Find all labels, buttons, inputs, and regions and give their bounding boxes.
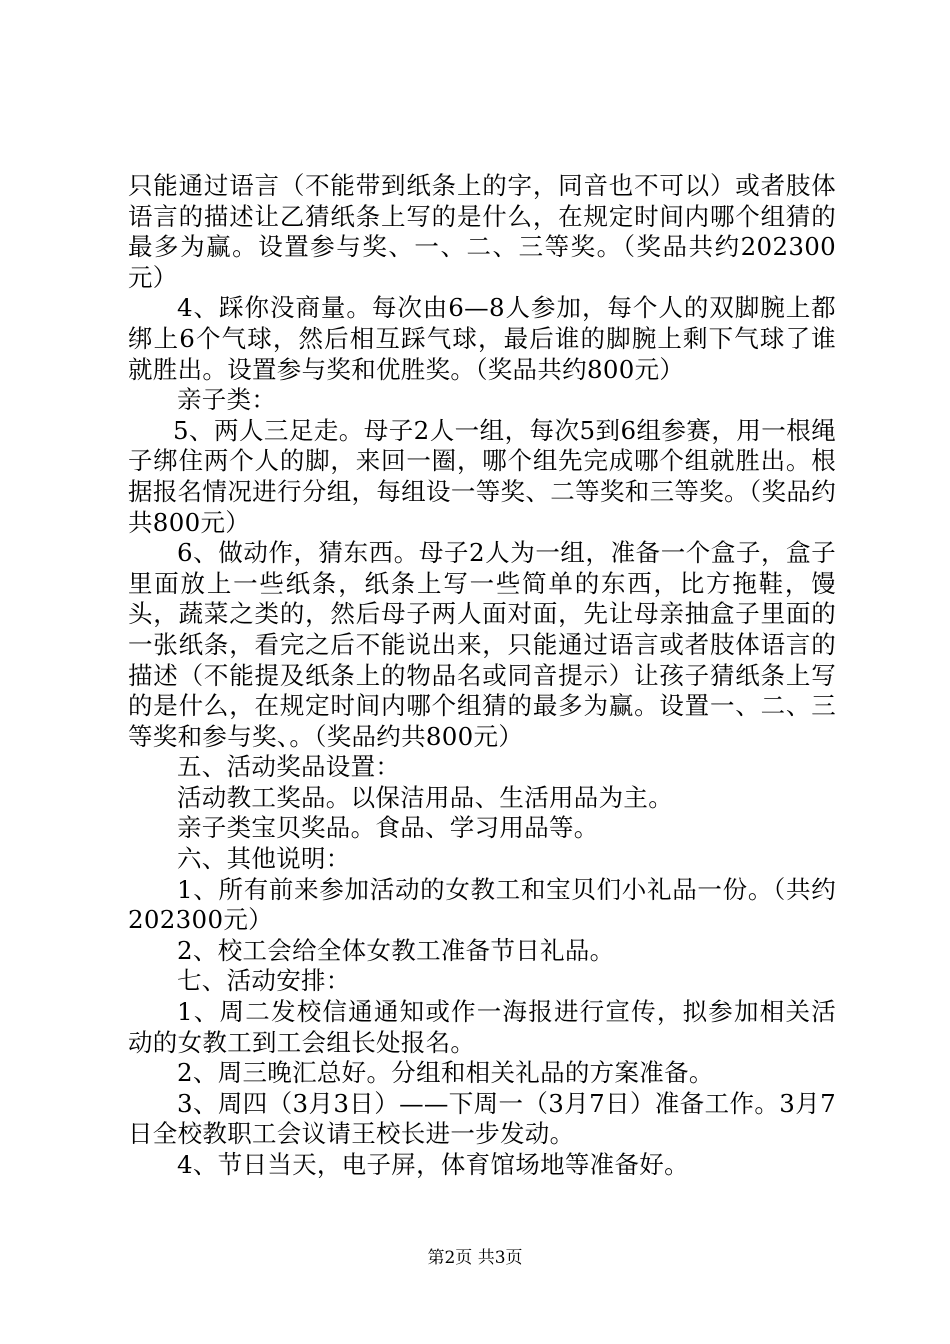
section-heading-notes: 六、其他说明： [177, 844, 351, 874]
section-heading-prizes: 五、活动奖品设置： [177, 752, 401, 782]
paragraph-parent-child-heading: 亲子类： [177, 385, 277, 415]
paragraph-item-4: 4、踩你没商量。每次由6—8人参加，每个人的双脚腕上都绑上6个气球，然后相互踩气球，最后谁的脚腕上剩下气球了谁就胜出。设置参与奖和优胜奖。（奖品共约800元） [128, 293, 837, 384]
page-number-footer: 第2页 共3页 [427, 1248, 523, 1268]
paragraph-schedule-4: 4、节日当天，电子屏，体育馆场地等准备好。 [177, 1150, 689, 1179]
paragraph-note-2: 2、校工会给全体女教工准备节日礼品。 [177, 935, 615, 965]
paragraph-item-5: 5、两人三足走。母子2人一组，每次5到6组参赛，用一根绳子绑住两个人的脚，来回一圈，哪个组先完成哪个组就胜出。根据报名情况进行分组，每组设一等奖、二等奖和三等奖。（奖品约共800元） [128, 415, 836, 537]
paragraph-schedule-3: 3、周四（3月3日）——下周一（3月7日）准备工作。3月7日全校教职工会议请王校长进一步发动。 [128, 1088, 836, 1149]
paragraph-schedule-2: 2、周三晚汇总好。分组和相关礼品的方案准备。 [177, 1058, 714, 1088]
paragraph-schedule-1: 1、周二发校信通通知或作一海报进行宣传，拟参加相关活动的女教工到工会组长处报名。 [128, 997, 836, 1057]
document-body [128, 171, 836, 1181]
paragraph-note-1: 1、所有前来参加活动的女教工和宝贝们小礼品一份。（共约202300元） [128, 874, 836, 935]
paragraph-guess-continued: 只能通过语言（不能带到纸条上的字，同音也不可以）或者肢体语言的描述让乙猜纸条上写的是什么，在规定时间内哪个组猜的最多为赢。设置参与奖、一、二、三等奖。（奖品共约202300元） [128, 171, 836, 292]
paragraph-staff-prizes: 活动教工奖品。以保洁用品、生活用品为主。 [177, 782, 673, 812]
section-heading-schedule: 七、活动安排： [177, 966, 351, 996]
paragraph-child-prizes: 亲子类宝贝奖品。食品、学习用品等。 [177, 813, 599, 843]
paragraph-item-6: 6、做动作，猜东西。母子2人为一组，准备一个盒子，盒子里面放上一些纸条，纸条上写一些简单的东西，比方拖鞋，馒头，蔬菜之类的，然后母子两人面对面，先让母亲抽盒子里面的一张纸条，看完之后不能说出来，只能通过语言或者肢体语言的描述（不能提及纸条上的物品名或同音提示）让孩子猜纸条上写的是什么，在规定时间内哪个组猜的最多为赢。设置一、二、三等奖和参与奖、。（奖品约共800元） [128, 538, 836, 751]
